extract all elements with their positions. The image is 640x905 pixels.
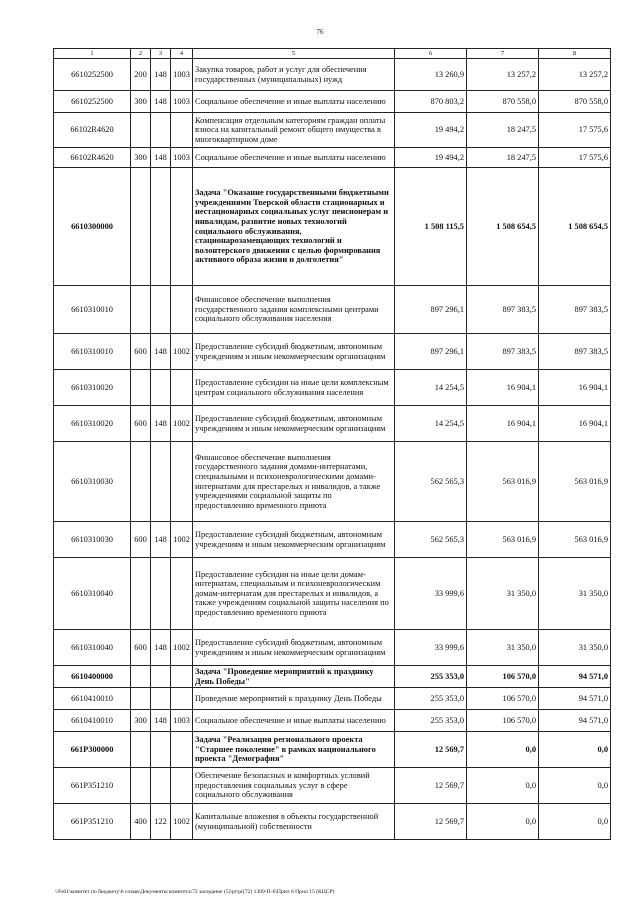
amount-year-3: 1 508 654,5 bbox=[539, 168, 611, 286]
item-name: Задача "Реализация регионального проекта "Старшее поколение" в рамках национального проекта "Демография" bbox=[193, 732, 395, 768]
department-code: 148 bbox=[151, 59, 171, 91]
amount-year-2: 563 016,9 bbox=[467, 442, 539, 522]
expense-type-code: 600 bbox=[131, 406, 151, 442]
classification-code: 661P351210 bbox=[54, 804, 131, 840]
department-code bbox=[151, 768, 171, 804]
item-name: Социальное обеспечение и иные выплаты населению bbox=[193, 148, 395, 168]
department-code: 122 bbox=[151, 804, 171, 840]
amount-year-3: 870 558,0 bbox=[539, 91, 611, 113]
expense-type-code: 200 bbox=[131, 59, 151, 91]
classification-code: 6610410010 bbox=[54, 688, 131, 710]
table-row bbox=[54, 59, 611, 91]
table-row bbox=[54, 370, 611, 406]
table-row bbox=[54, 666, 611, 688]
section-code: 1003 bbox=[171, 148, 193, 168]
item-name: Капитальные вложения в объекты государственной (муниципальной) собственности bbox=[193, 804, 395, 840]
section-code: 1002 bbox=[171, 334, 193, 370]
department-code: 148 bbox=[151, 148, 171, 168]
item-name: Финансовое обеспечение выполнения государственного задания комплексными центрами социального обслуживания населения bbox=[193, 286, 395, 334]
amount-year-3: 0,0 bbox=[539, 804, 611, 840]
section-code bbox=[171, 113, 193, 148]
section-code: 1003 bbox=[171, 59, 193, 91]
amount-year-1: 562 565,3 bbox=[395, 522, 467, 558]
file-path-footer: \\Fs01\комитет по бюджету\6 созыв\Документы комитета\72 заседание (5)\pr\pr(72) 1309-П-6\Прил 6 Прил 15 (КЦСР) bbox=[55, 889, 335, 895]
column-header: 6 bbox=[395, 49, 467, 59]
amount-year-3: 563 016,9 bbox=[539, 442, 611, 522]
amount-year-2: 106 570,0 bbox=[467, 688, 539, 710]
department-code bbox=[151, 732, 171, 768]
item-name: Закупка товаров, работ и услуг для обеспечения государственных (муниципальных) нужд bbox=[193, 59, 395, 91]
amount-year-1: 897 296,1 bbox=[395, 334, 467, 370]
item-name: Социальное обеспечение и иные выплаты населению bbox=[193, 91, 395, 113]
amount-year-2: 0,0 bbox=[467, 732, 539, 768]
amount-year-1: 255 353,0 bbox=[395, 688, 467, 710]
table-row bbox=[54, 113, 611, 148]
classification-code: 6610252500 bbox=[54, 91, 131, 113]
amount-year-3: 17 575,6 bbox=[539, 148, 611, 168]
amount-year-2: 31 350,0 bbox=[467, 630, 539, 666]
expense-type-code: 600 bbox=[131, 522, 151, 558]
amount-year-2: 18 247,5 bbox=[467, 148, 539, 168]
expense-type-code bbox=[131, 688, 151, 710]
classification-code: 6610310030 bbox=[54, 442, 131, 522]
classification-code: 6610310030 bbox=[54, 522, 131, 558]
amount-year-2: 31 350,0 bbox=[467, 558, 539, 630]
amount-year-2: 18 247,5 bbox=[467, 113, 539, 148]
table-row bbox=[54, 286, 611, 334]
amount-year-2: 0,0 bbox=[467, 804, 539, 840]
column-header: 3 bbox=[151, 49, 171, 59]
item-name: Предоставление субсидии на иные цели домам-интернатам, специальным и психоневрологическим домам-интернатам для престарелых и инвалидов, а также учреждениям социальной защиты населения по предоставлению временного приюта bbox=[193, 558, 395, 630]
section-code bbox=[171, 286, 193, 334]
table-row bbox=[54, 168, 611, 286]
table-row bbox=[54, 406, 611, 442]
item-name: Предоставление субсидий бюджетным, автономным учреждениям и иным некоммерческим организациям bbox=[193, 406, 395, 442]
section-code: 1003 bbox=[171, 710, 193, 732]
section-code: 1002 bbox=[171, 406, 193, 442]
amount-year-3: 0,0 bbox=[539, 768, 611, 804]
department-code bbox=[151, 370, 171, 406]
amount-year-2: 0,0 bbox=[467, 768, 539, 804]
section-code bbox=[171, 370, 193, 406]
expense-type-code bbox=[131, 558, 151, 630]
department-code: 148 bbox=[151, 710, 171, 732]
table-row bbox=[54, 768, 611, 804]
amount-year-2: 563 016,9 bbox=[467, 522, 539, 558]
section-code: 1003 bbox=[171, 91, 193, 113]
department-code: 148 bbox=[151, 630, 171, 666]
amount-year-2: 897 383,5 bbox=[467, 286, 539, 334]
expense-type-code: 400 bbox=[131, 804, 151, 840]
column-header: 2 bbox=[131, 49, 151, 59]
column-header: 7 bbox=[467, 49, 539, 59]
table-row bbox=[54, 91, 611, 113]
department-code bbox=[151, 666, 171, 688]
item-name: Задача "Оказание государственными бюджетными учреждениями Тверской области стационарных и нестационарных социальных услуг пенсионерам и инвалидам, развитие новых технологий социального обслуживания, стационарозамещающих технологий и волонтерского движения с целью формирования активного образа жизни и долголетия" bbox=[193, 168, 395, 286]
amount-year-3: 17 575,6 bbox=[539, 113, 611, 148]
amount-year-1: 870 803,2 bbox=[395, 91, 467, 113]
expense-type-code bbox=[131, 370, 151, 406]
section-code bbox=[171, 558, 193, 630]
classification-code: 6610310040 bbox=[54, 630, 131, 666]
amount-year-1: 19 494,2 bbox=[395, 148, 467, 168]
column-header: 4 bbox=[171, 49, 193, 59]
table-row bbox=[54, 710, 611, 732]
amount-year-1: 1 508 115,5 bbox=[395, 168, 467, 286]
table-row bbox=[54, 334, 611, 370]
amount-year-2: 16 904,1 bbox=[467, 370, 539, 406]
amount-year-1: 19 494,2 bbox=[395, 113, 467, 148]
classification-code: 661P300000 bbox=[54, 732, 131, 768]
item-name: Предоставление субсидий бюджетным, автономным учреждениям и иным некоммерческим организациям bbox=[193, 522, 395, 558]
amount-year-2: 870 558,0 bbox=[467, 91, 539, 113]
section-code bbox=[171, 732, 193, 768]
expense-type-code bbox=[131, 732, 151, 768]
classification-code: 6610310020 bbox=[54, 406, 131, 442]
section-code: 1002 bbox=[171, 522, 193, 558]
amount-year-1: 33 999,6 bbox=[395, 558, 467, 630]
table-row bbox=[54, 148, 611, 168]
amount-year-2: 897 383,5 bbox=[467, 334, 539, 370]
expense-type-code bbox=[131, 286, 151, 334]
table-row bbox=[54, 732, 611, 768]
amount-year-3: 0,0 bbox=[539, 732, 611, 768]
item-name: Предоставление субсидий бюджетным, автономным учреждениям и иным некоммерческим организациям bbox=[193, 334, 395, 370]
department-code: 148 bbox=[151, 406, 171, 442]
expense-type-code: 600 bbox=[131, 630, 151, 666]
department-code: 148 bbox=[151, 522, 171, 558]
department-code: 148 bbox=[151, 334, 171, 370]
amount-year-1: 12 569,7 bbox=[395, 768, 467, 804]
classification-code: 6610300000 bbox=[54, 168, 131, 286]
table-row bbox=[54, 804, 611, 840]
classification-code: 66102R4620 bbox=[54, 113, 131, 148]
page-number: 76 bbox=[316, 28, 324, 36]
expense-type-code bbox=[131, 168, 151, 286]
expense-type-code: 600 bbox=[131, 334, 151, 370]
section-code bbox=[171, 442, 193, 522]
section-code bbox=[171, 688, 193, 710]
section-code bbox=[171, 768, 193, 804]
amount-year-1: 33 999,6 bbox=[395, 630, 467, 666]
amount-year-3: 94 571,0 bbox=[539, 666, 611, 688]
department-code bbox=[151, 688, 171, 710]
amount-year-1: 897 296,1 bbox=[395, 286, 467, 334]
amount-year-1: 562 565,3 bbox=[395, 442, 467, 522]
amount-year-2: 106 570,0 bbox=[467, 666, 539, 688]
department-code bbox=[151, 442, 171, 522]
department-code bbox=[151, 168, 171, 286]
table-row bbox=[54, 442, 611, 522]
item-name: Предоставление субсидий бюджетным, автономным учреждениям и иным некоммерческим организациям bbox=[193, 630, 395, 666]
classification-code: 6610400000 bbox=[54, 666, 131, 688]
section-code bbox=[171, 666, 193, 688]
department-code: 148 bbox=[151, 91, 171, 113]
amount-year-1: 14 254,5 bbox=[395, 370, 467, 406]
expense-type-code bbox=[131, 666, 151, 688]
amount-year-2: 16 904,1 bbox=[467, 406, 539, 442]
item-name: Задача "Проведение мероприятий к празднику День Победы" bbox=[193, 666, 395, 688]
column-header: 5 bbox=[193, 49, 395, 59]
amount-year-3: 16 904,1 bbox=[539, 370, 611, 406]
expense-type-code: 300 bbox=[131, 91, 151, 113]
section-code bbox=[171, 168, 193, 286]
amount-year-3: 31 350,0 bbox=[539, 558, 611, 630]
classification-code: 6610310010 bbox=[54, 334, 131, 370]
table-row bbox=[54, 630, 611, 666]
budget-table bbox=[53, 48, 611, 840]
expense-type-code bbox=[131, 768, 151, 804]
table-body bbox=[54, 59, 611, 840]
amount-year-1: 13 260,9 bbox=[395, 59, 467, 91]
department-code bbox=[151, 286, 171, 334]
amount-year-3: 94 571,0 bbox=[539, 688, 611, 710]
amount-year-3: 31 350,0 bbox=[539, 630, 611, 666]
item-name: Финансовое обеспечение выполнения государственного задания домами-интернатами, специальными и психоневрологическими домами-интернатами для престарелых и инвалидов, а также учреждениями социальной защиты по предоставлению временного приюта bbox=[193, 442, 395, 522]
amount-year-3: 94 571,0 bbox=[539, 710, 611, 732]
amount-year-1: 12 569,7 bbox=[395, 732, 467, 768]
department-code bbox=[151, 558, 171, 630]
amount-year-2: 1 508 654,5 bbox=[467, 168, 539, 286]
column-header: 1 bbox=[54, 49, 131, 59]
expense-type-code bbox=[131, 113, 151, 148]
amount-year-3: 16 904,1 bbox=[539, 406, 611, 442]
classification-code: 6610310040 bbox=[54, 558, 131, 630]
section-code: 1002 bbox=[171, 630, 193, 666]
item-name: Проведение мероприятий к празднику День Победы bbox=[193, 688, 395, 710]
item-name: Компенсация отдельным категориям граждан оплаты взноса на капитальный ремонт общего имущества в многоквартирном доме bbox=[193, 113, 395, 148]
amount-year-3: 897 383,5 bbox=[539, 334, 611, 370]
expense-type-code: 300 bbox=[131, 148, 151, 168]
expense-type-code: 300 bbox=[131, 710, 151, 732]
classification-code: 6610252500 bbox=[54, 59, 131, 91]
classification-code: 661P351210 bbox=[54, 768, 131, 804]
column-header: 8 bbox=[539, 49, 611, 59]
amount-year-1: 255 353,0 bbox=[395, 710, 467, 732]
expense-type-code bbox=[131, 442, 151, 522]
section-code: 1002 bbox=[171, 804, 193, 840]
amount-year-1: 12 569,7 bbox=[395, 804, 467, 840]
amount-year-3: 13 257,2 bbox=[539, 59, 611, 91]
amount-year-3: 563 016,9 bbox=[539, 522, 611, 558]
item-name: Социальное обеспечение и иные выплаты населению bbox=[193, 710, 395, 732]
table-row bbox=[54, 688, 611, 710]
department-code bbox=[151, 113, 171, 148]
amount-year-1: 255 353,0 bbox=[395, 666, 467, 688]
classification-code: 66102R4620 bbox=[54, 148, 131, 168]
table-row bbox=[54, 558, 611, 630]
classification-code: 6610410010 bbox=[54, 710, 131, 732]
item-name: Предоставление субсидии на иные цели комплексным центрам социального обслуживания населения bbox=[193, 370, 395, 406]
amount-year-2: 106 570,0 bbox=[467, 710, 539, 732]
table-row bbox=[54, 522, 611, 558]
classification-code: 6610310010 bbox=[54, 286, 131, 334]
column-number-row bbox=[54, 49, 611, 59]
amount-year-3: 897 383,5 bbox=[539, 286, 611, 334]
amount-year-1: 14 254,5 bbox=[395, 406, 467, 442]
item-name: Обеспечение безопасных и комфортных условий предоставления социальных услуг в сфере социального обслуживания bbox=[193, 768, 395, 804]
amount-year-2: 13 257,2 bbox=[467, 59, 539, 91]
classification-code: 6610310020 bbox=[54, 370, 131, 406]
